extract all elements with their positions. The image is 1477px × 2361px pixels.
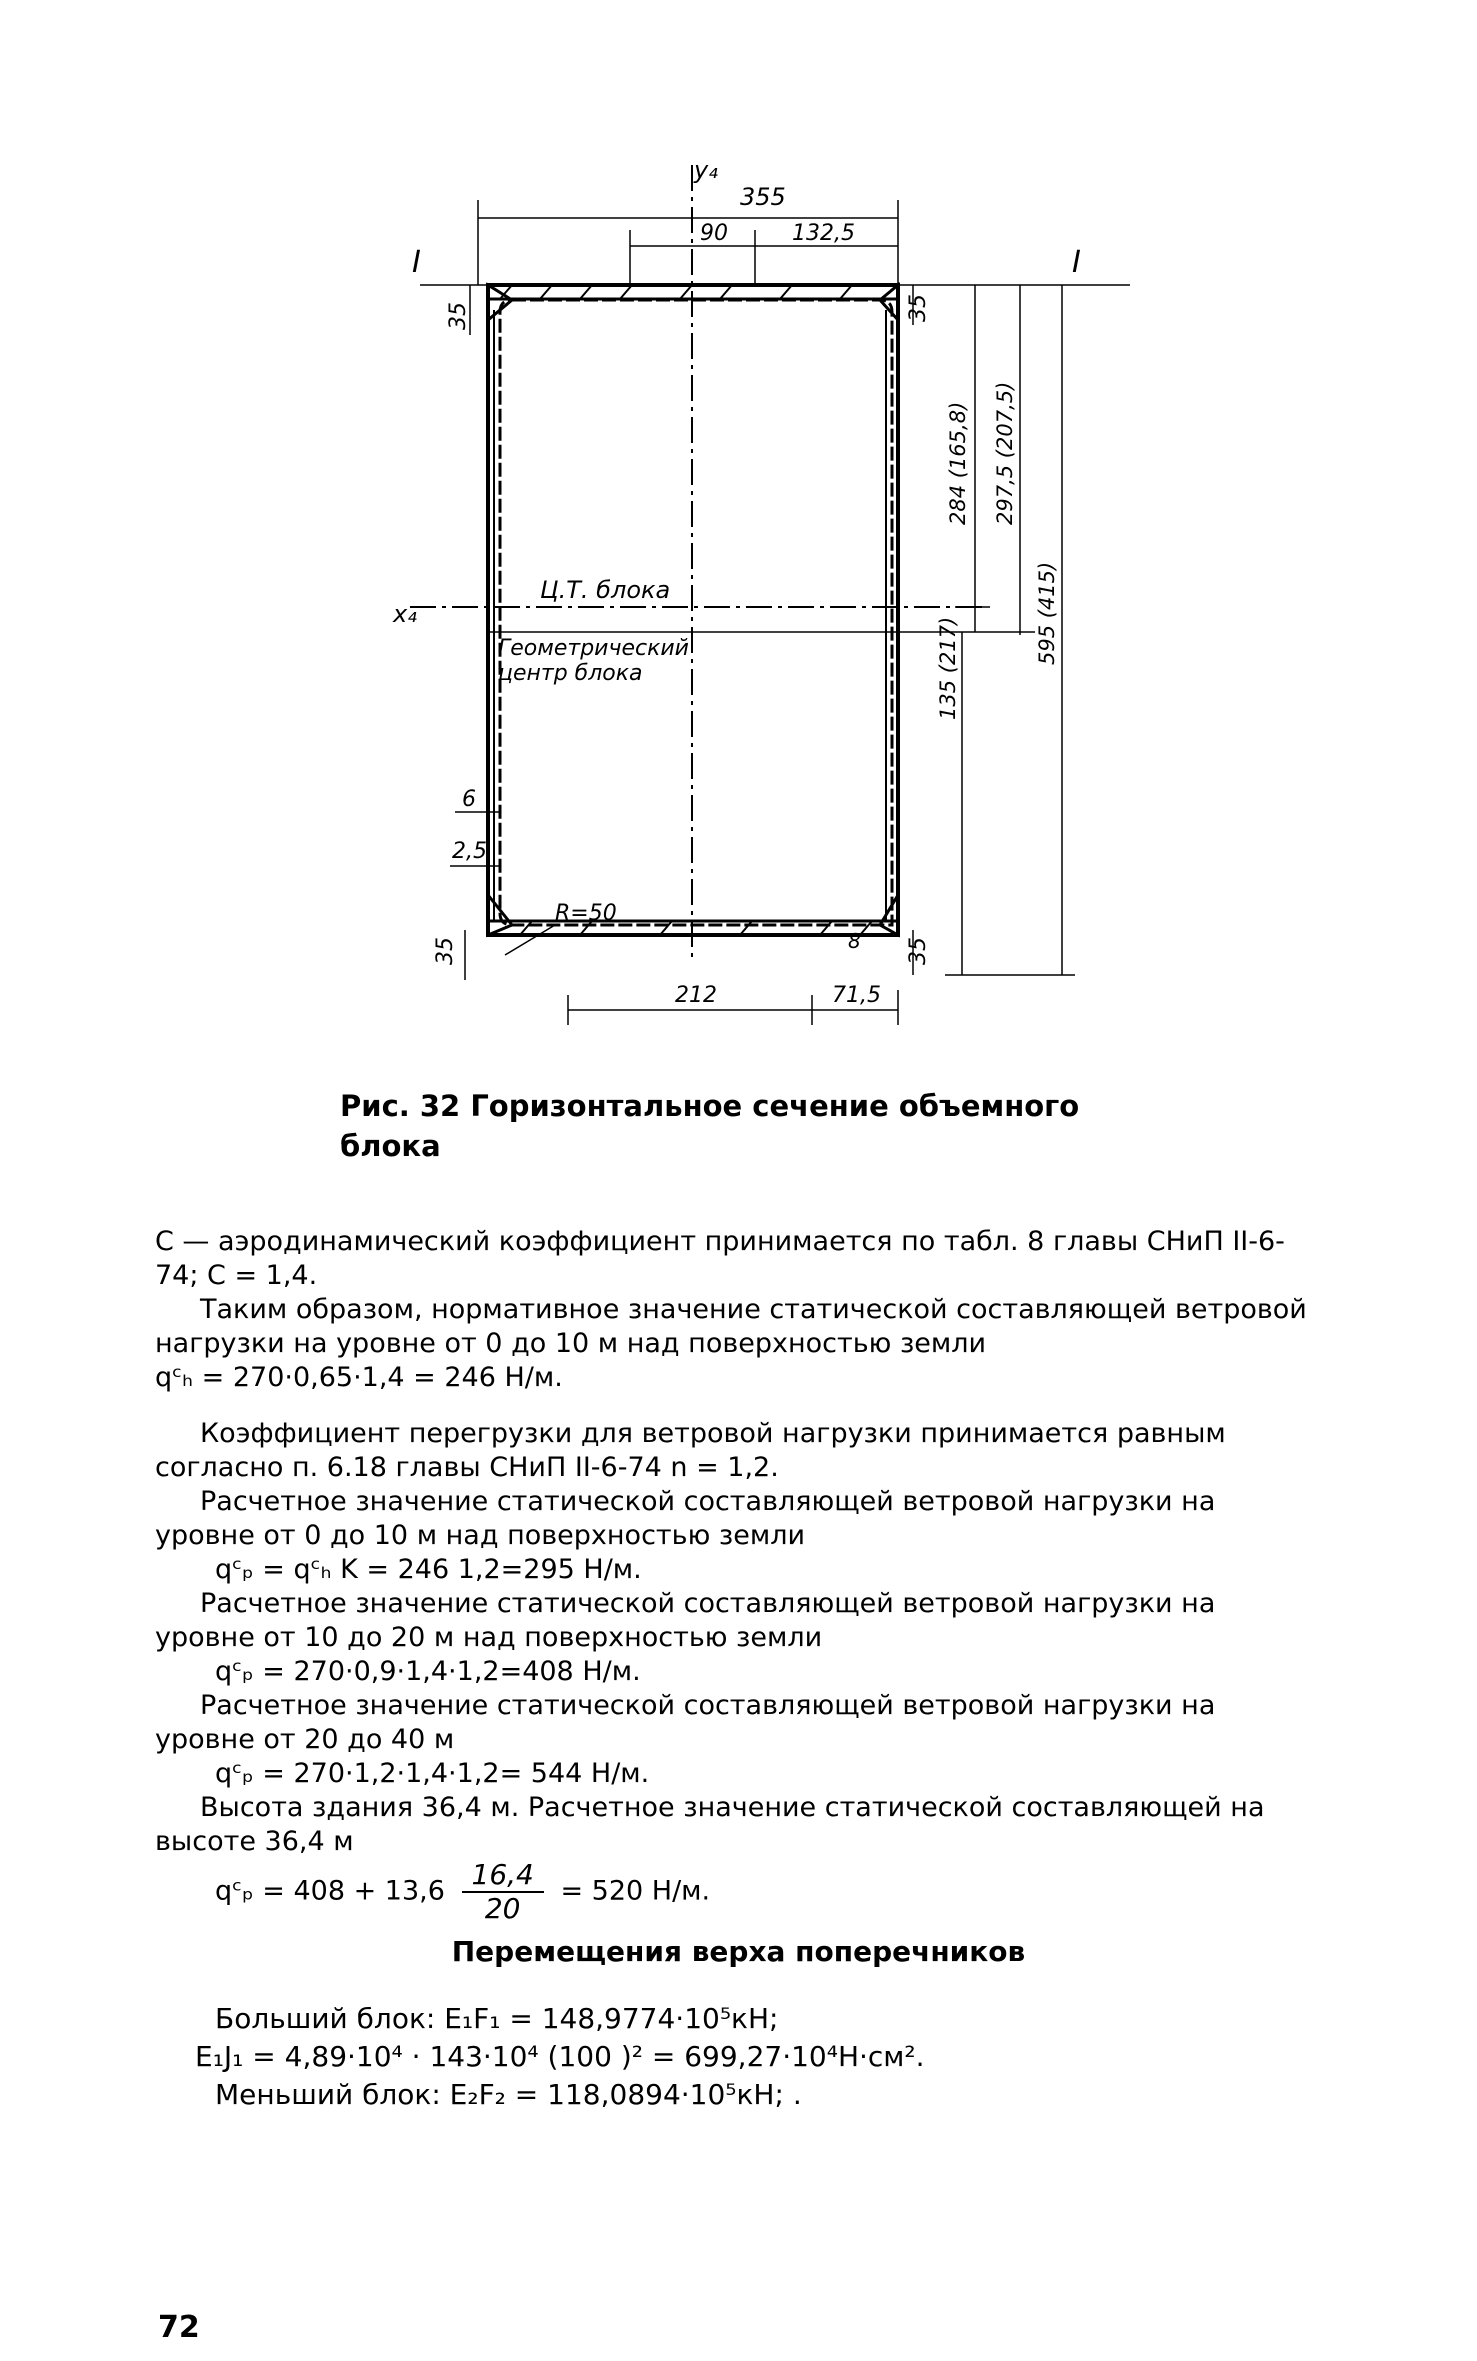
axis-x-label: x₄ [393, 600, 417, 628]
dim-right-1: 284 (165,8) [946, 401, 970, 525]
figure-caption: Рис. 32 Горизонтальное сечение объемного блока [340, 1089, 1080, 1163]
body-text [155, 1225, 1315, 1925]
paragraph-2: Таким образом, нормативное значение статической составляющей ветровой нагрузки на уровне от 0 до 10 м над поверхностью земли [155, 1294, 1307, 1359]
formula-5-numerator: 16,4 [462, 1859, 544, 1893]
formula-2: qᶜₚ = qᶜₕ K = 246 1,2=295 Н/м. [215, 1554, 642, 1585]
calc-line-3: Меньший блок: E₂F₂ = 118,0894·10⁵кН; . [215, 2078, 802, 2111]
paragraph-3: Коэффициент перегрузки для ветровой нагрузки принимается равным согласно п. 6.18 главы СНиП II-6-74 n = 1,2. [155, 1418, 1226, 1483]
formula-5-denominator: 20 [484, 1892, 521, 1925]
dim-bottom-left: 212 [675, 983, 717, 1008]
axis-y-label: y₄ [694, 156, 718, 184]
paragraph-6: Расчетное значение статической составляющей ветровой нагрузки на уровне от 20 до 40 м [155, 1690, 1216, 1755]
formula-1: qᶜₕ = 270·0,65·1,4 = 246 Н/м. [155, 1362, 563, 1393]
calc-line-2: E₁J₁ = 4,89·10⁴ · 143·10⁴ (100 )² = 699,27·10⁴Н·см². [195, 2040, 925, 2073]
section-label-left: I [412, 245, 421, 280]
paragraph-5: Расчетное значение статической составляющей ветровой нагрузки на уровне от 10 до 20 м над поверхностью земли [155, 1588, 1216, 1653]
formula-5-fraction [462, 1859, 544, 1925]
paragraph-7: Высота здания 36,4 м. Расчетное значение статической составляющей на высоте 36,4 м [155, 1792, 1265, 1857]
dim-flange-bottom-left: 35 [433, 937, 458, 965]
paragraph-4: Расчетное значение статической составляющей ветровой нагрузки на уровне от 0 до 10 м над поверхностью земли [155, 1486, 1216, 1551]
dim-top-left: 90 [700, 221, 728, 246]
formula-3: qᶜₚ = 270·0,9·1,4·1,2=408 Н/м. [215, 1656, 641, 1687]
formula-5-right: = 520 Н/м. [560, 1875, 711, 1907]
dim-flange-top-left: 35 [446, 302, 471, 330]
dim-bottom-right: 71,5 [832, 983, 881, 1008]
label-geo-1: Геометрический [498, 636, 689, 661]
formula-4: qᶜₚ = 270·1,2·1,4·1,2= 544 Н/м. [215, 1758, 650, 1789]
dim-right-2: 297,5 (207,5) [993, 381, 1017, 525]
dim-top-right: 132,5 [792, 221, 855, 246]
label-geo-2: центр блока [498, 661, 643, 686]
dim-left-25: 2,5 [452, 839, 487, 864]
formula-5 [155, 1859, 1315, 1925]
dim-corner-small: 8 [848, 929, 861, 953]
dim-flange-bottom-right: 35 [906, 937, 931, 965]
label-cg: Ц.Т. блока [540, 576, 671, 604]
calc-line-1: Больший блок: E₁F₁ = 148,9774·10⁵кН; [215, 2002, 779, 2035]
formula-5-left: qᶜₚ = 408 + 13,6 [215, 1875, 445, 1907]
section-heading: Перемещения верха поперечников [451, 1935, 1026, 1968]
dim-left-6: 6 [462, 787, 476, 812]
dim-flange-top-right: 35 [906, 294, 931, 322]
dim-top-total: 355 [740, 183, 786, 211]
section-drawing [0, 0, 1477, 1060]
dim-radius: R=50 [555, 901, 617, 926]
section-label-right: I [1072, 245, 1081, 280]
block-inner-contour [500, 300, 892, 925]
page-number: 72 [158, 2310, 200, 2345]
paragraph-1: C — аэродинамический коэффициент принимается по табл. 8 главы СНиП II-6-74; C = 1,4. [155, 1226, 1285, 1291]
calc-block [195, 2000, 1315, 2114]
dim-right-3: 595 (415) [1035, 561, 1059, 665]
dim-right-4: 135 (217) [936, 616, 960, 720]
